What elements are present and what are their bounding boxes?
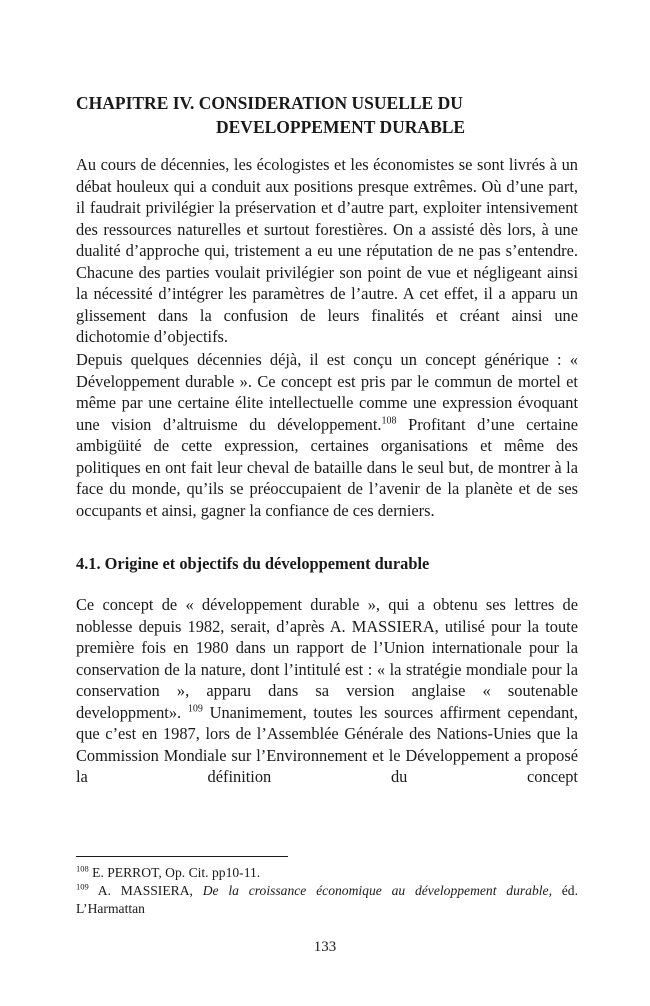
paragraph-3-text-b: Unanimement, toutes les sources affirment cependant, que c’est en 1987, lors de l’Assemblée Générale des Nations-Unies que la Commission Mondiale sur l’Environnement et le Développement a proposé la définition du concept xyxy=(76,702,578,786)
page-number: 133 xyxy=(313,939,337,955)
footnote-108-number: 108 xyxy=(76,863,89,874)
section-heading: 4.1. Origine et objectifs du développement durable xyxy=(76,554,430,573)
footnote-ref-109[interactable]: 109 xyxy=(187,703,203,715)
footnote-108 xyxy=(76,864,578,882)
footnote-109 xyxy=(76,882,578,918)
footnote-109-book-title: De la croissance économique au développement durable, xyxy=(202,883,552,898)
footnote-separator xyxy=(76,856,288,857)
paragraph-3-text-a: Ce concept de « développement durable », qui a obtenu ses lettres de noblesse depuis 1982, serait, d’après A. MASSIERA, utilisé pour la toute première fois en 1980 dans un rapport de l’Union internationale pour la conservation de la nature, dont l’intitulé est : « la stratégie mondiale pour la conservation », apparu dans sa version anglaise « soutenable developpment». xyxy=(76,595,578,722)
footnote-109-text-b: éd. L’Harmattan xyxy=(76,883,578,916)
paragraph-1: Au cours de décennies, les écologistes et les économistes se sont livrés à un débat houleux qui a conduit aux positions presque extrêmes. Où d’une part, il faudrait privilégier la préservation et d’autre part, exploiter intensivement des ressources naturelles et surtout forestières. On a assisté dès lors, à une dualité d’approche qui, tristement a eu une réputation de ne pas s’entendre. Chacune des parties voulait privilégier son point de vue et négligeant ainsi la nécessité d’intégrer les paramètres de l’autre. A cet effet, il a apparu un glissement dans la confusion de leurs finalités et créant ainsi une dichotomie d’objectifs. xyxy=(76,155,578,346)
paragraph-3 xyxy=(76,594,578,788)
paragraph-2-text-b: Profitant d’une certaine ambigüité de cette expression, certaines organisations et même des politiques en ont fait leur cheval de bataille dans le seul but, de montrer à la face du monde, qu’ils se préoccupaient de l’avenir de la planète et de ses occupants et ainsi, gagner la confiance de ces derniers. xyxy=(76,414,578,520)
footnotes xyxy=(76,864,578,918)
chapter-title xyxy=(76,91,576,139)
paragraph-2 xyxy=(76,349,578,521)
chapter-title-line-2: DEVELOPPEMENT DURABLE xyxy=(216,117,466,137)
paragraph-2-text-a: Depuis quelques décennies déjà, il est conçu un concept générique : « Développement durable ». Ce concept est pris par le commun de mortel et même par une certaine élite intellectuelle comme une expression évoquant une vision d’altruisme du développement. xyxy=(76,350,578,434)
footnote-ref-108[interactable]: 108 xyxy=(381,415,397,427)
chapter-title-line-1: CHAPITRE IV. CONSIDERATION USUELLE DU xyxy=(76,93,463,113)
footnote-109-number: 109 xyxy=(76,881,89,892)
footnote-109-text-a: A. MASSIERA, xyxy=(88,883,203,898)
footnote-108-text: E. PERROT, Op. Cit. pp10-11. xyxy=(88,865,261,880)
